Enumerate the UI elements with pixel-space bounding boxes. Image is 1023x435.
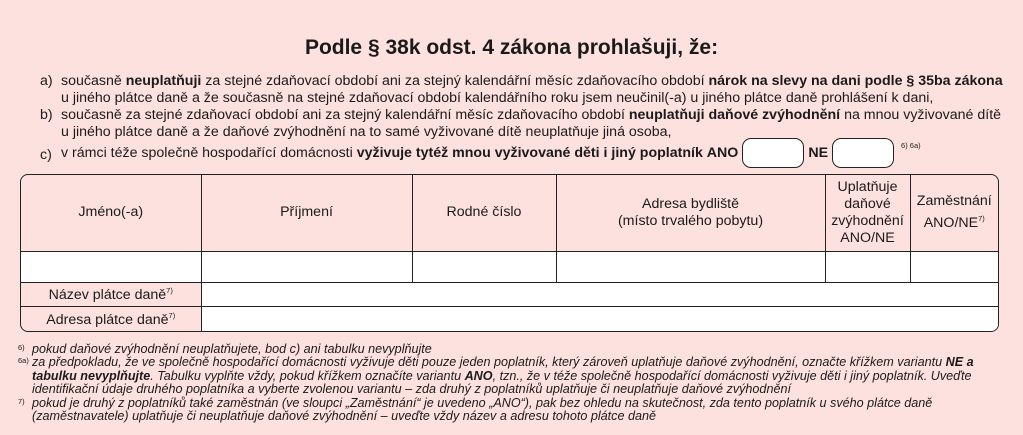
footnote-6a: 6a) za předpokladu, že ve společně hospodařící domácnosti vyživuje děti pouze jeden poplatník, který zároveň uplatňuje daňové zvýhodnění, označte křížkem variantu NE a tabulku nevyplňujte. Tabulku vyplňte vždy, pokud křížkem označíte variantu ANO, tzn., že v téže společně hospodařící domácnosti vyživuje děti i jiný poplatník. Uveďte identifikační údaje druhého poplatníka a vyberte zvolenou variantu – zda druhý z poplatníků uplatňuje či neuplatňuje daňové zvýhodnění: [18, 355, 974, 397]
other-taxpayer-table: [20, 174, 999, 332]
footnote-6: 6) pokud daňové zvýhodnění neuplatňujete, bod c) ani tabulku nevyplňujte: [18, 342, 432, 356]
col-header-surname: Příjmení: [201, 175, 412, 251]
declaration-item-a: [40, 73, 1005, 107]
name-field[interactable]: [21, 251, 201, 282]
declaration-item-b: [40, 107, 1005, 141]
payer-name-field[interactable]: [201, 283, 998, 307]
address-field[interactable]: [556, 251, 825, 282]
ano-checkbox[interactable]: [742, 138, 804, 168]
payer-address-field[interactable]: [201, 307, 998, 331]
option-ne-label: NE: [808, 145, 829, 161]
col-header-name: Jméno(-a): [21, 175, 201, 251]
col-header-birth-number: Rodné číslo: [412, 175, 556, 251]
col-header-employment: Zaměstnání ANO/NE$^{7)}$: [910, 175, 998, 251]
table-row: [21, 251, 998, 282]
col-header-tax-benefit: Uplatňuje daňové zvýhodnění ANO/NE: [825, 175, 910, 251]
footnote-7: 7) pokud je druhý z poplatníků také zaměstnán (ve sloupci „Zaměstnání“ je uvedeno „ANO“), pak bez ohledu na skutečnost, zda tento poplatník u svého plátce daně (zaměstnavatele) uplatňuje či neuplatňuje daňové zvýhodnění – uveďte vždy název a adresu tohoto plátce daně: [18, 395, 933, 424]
tax-benefit-field[interactable]: [825, 251, 910, 282]
option-ano-label: ANO: [706, 145, 739, 161]
item-a-label: a): [40, 73, 53, 89]
employment-field[interactable]: [910, 251, 998, 282]
item-a-text: současně neuplatňuji za stejné zdaňovací období ani za stejný kalendářní měsíc zdaňovacího období nárok na slevy na dani podle § 35ba zákona u jiného plátce daně a že současně na stejné zdaňovací období kalendářního roku jsem neučinil(-a) u jiného plátce daně prohlášení k dani,: [61, 73, 1003, 106]
item-b-text: současně za stejné zdaňovací období ani za stejný kalendářní měsíc zdaňovacího období neuplatňuji daňové zvýhodnění na mnou vyživované dítě u jiného plátce daně a že daňové zvýhodnění na to samé vyživované dítě neuplatňuje jiná osoba,: [61, 107, 1002, 140]
section-heading: Podle § 38k odst. 4 zákona prohlašuji, že:: [304, 36, 719, 59]
surname-field[interactable]: [201, 251, 412, 282]
item-c-label: c): [40, 147, 52, 163]
payer-address-label: Adresa plátce daně$^{7)}$: [21, 307, 201, 331]
ne-checkbox[interactable]: [832, 138, 894, 168]
item-b-label: b): [40, 107, 53, 123]
col-header-address: Adresa bydliště (místo trvalého pobytu): [556, 175, 825, 251]
birth-number-field[interactable]: [412, 251, 556, 282]
item-c-text: v rámci téže společně hospodařící domácnosti vyživuje tytéž mnou vyživované děti i jiný poplatník ANO NE $^{6) 6a)}$: [61, 137, 1005, 168]
footnote-ref-c: 6) 6a): [901, 141, 921, 150]
declaration-item-c: [40, 137, 1005, 168]
payer-name-label: Název plátce daně$^{7)}$: [21, 283, 201, 307]
footnotes: [18, 343, 1008, 423]
